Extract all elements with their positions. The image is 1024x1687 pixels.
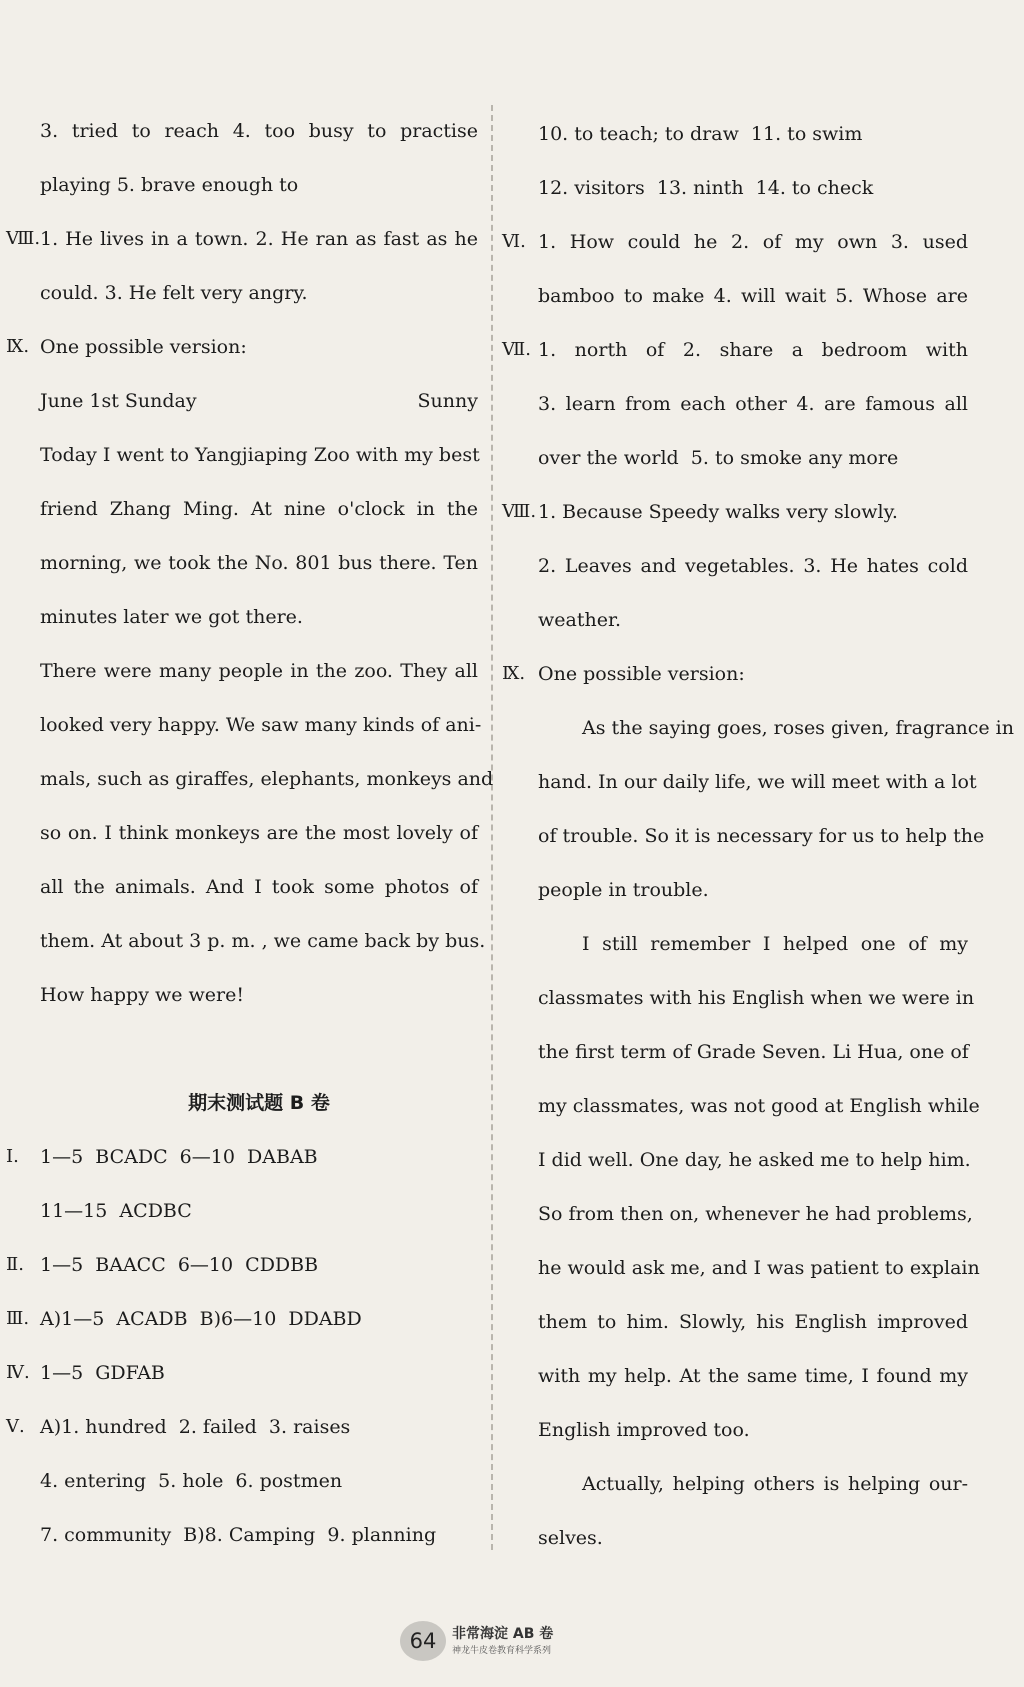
section-numeral: Ⅲ.	[6, 1308, 30, 1329]
section-heading: One possible version:	[40, 336, 247, 358]
essay-line: minutes later we got there.	[40, 606, 303, 628]
essay-line: selves.	[538, 1527, 603, 1549]
section-iv-line	[6, 1346, 478, 1400]
left-column	[6, 104, 494, 1562]
essay-line: the first term of Grade Seven. Li Hua, one of	[538, 1041, 969, 1063]
book-series: 神龙牛皮卷教育科学系列	[452, 1646, 552, 1656]
answer-line: 3. tried to reach 4. too busy to practise	[40, 120, 478, 142]
section-viii-line	[6, 212, 478, 266]
column-divider	[491, 105, 493, 1550]
essay-line: of trouble. So it is necessary for us to help the	[538, 825, 985, 847]
essay-line: I did well. One day, he asked me to help him.	[538, 1149, 971, 1171]
section-numeral: Ⅳ.	[6, 1362, 30, 1383]
essay-line: with my help. At the same time, I found my	[538, 1365, 968, 1387]
answer-line: 7. community B)8. Camping 9. planning	[40, 1524, 437, 1546]
spacer	[40, 1022, 478, 1076]
exam-title: 期末测试题 B 卷	[188, 1092, 330, 1114]
essay-line: I still remember I helped one of my	[582, 933, 968, 955]
answer-line: playing 5. brave enough to	[40, 174, 299, 196]
answer-line: bamboo to make 4. will wait 5. Whose are	[538, 285, 968, 307]
section-ii-line	[6, 1238, 478, 1292]
section-vi-line	[502, 215, 968, 269]
answer-line: could. 3. He felt very angry.	[40, 282, 308, 304]
answer-text: 1. north of 2. share a bedroom with	[538, 339, 968, 361]
answer-line: 10. to teach; to draw 11. to swim	[538, 123, 863, 145]
essay-line: So from then on, whenever he had problems,	[538, 1203, 973, 1225]
section-v-line	[6, 1400, 478, 1454]
answer-line: weather.	[538, 609, 621, 631]
section-numeral: Ⅸ.	[6, 336, 30, 357]
answer-text: 1—5 BCADC 6—10 DABAB	[40, 1146, 318, 1168]
essay-line: How happy we were!	[40, 984, 244, 1006]
answer-line: 2. Leaves and vegetables. 3. He hates cold	[538, 555, 968, 577]
answer-line: 3. learn from each other 4. are famous all	[538, 393, 968, 415]
section-numeral: Ⅷ.	[6, 228, 41, 249]
page-number: 64	[400, 1621, 446, 1661]
right-column	[502, 107, 1014, 1565]
essay-line: classmates with his English when we were in	[538, 987, 975, 1009]
answer-text: A)1—5 ACADB B)6—10 DDABD	[40, 1308, 362, 1330]
essay-line: people in trouble.	[538, 879, 709, 901]
section-numeral: Ⅷ.	[502, 501, 537, 522]
section-i-line	[6, 1130, 478, 1184]
essay-line: mals, such as giraffes, elephants, monkeys and	[40, 768, 494, 790]
book-brand: 非常海淀 AB 卷	[452, 1626, 554, 1642]
answer-text: A)1. hundred 2. failed 3. raises	[40, 1416, 351, 1438]
essay-line: friend Zhang Ming. At nine o'clock in the	[40, 498, 478, 520]
answer-text: 1—5 GDFAB	[40, 1362, 165, 1384]
section-iii-line	[6, 1292, 478, 1346]
essay-line: them. At about 3 p. m. , we came back by bus.	[40, 930, 486, 952]
essay-line: hand. In our daily life, we will meet with a lot	[538, 771, 977, 793]
section-numeral: Ⅸ.	[502, 663, 526, 684]
section-numeral: Ⅵ.	[502, 231, 526, 252]
answer-text: 1. Because Speedy walks very slowly.	[538, 501, 898, 523]
section-numeral: Ⅱ.	[6, 1254, 24, 1275]
answer-text: 1—5 BAACC 6—10 CDDBB	[40, 1254, 319, 1276]
essay-line: them to him. Slowly, his English improved	[538, 1311, 968, 1333]
essay-line: English improved too.	[538, 1419, 750, 1441]
section-ix-line	[502, 647, 968, 701]
section-viii-line	[502, 485, 968, 539]
diary-date: June 1st Sunday	[40, 390, 197, 412]
answer-line: 12. visitors 13. ninth 14. to check	[538, 177, 874, 199]
essay-line: looked very happy. We saw many kinds of ani-	[40, 714, 482, 736]
answer-line: over the world 5. to smoke any more	[538, 447, 899, 469]
essay-line: all the animals. And I took some photos of	[40, 876, 478, 898]
essay-line: my classmates, was not good at English while	[538, 1095, 980, 1117]
essay-line: As the saying goes, roses given, fragrance in	[582, 717, 1014, 739]
essay-line: There were many people in the zoo. They all	[40, 660, 478, 682]
section-heading: One possible version:	[538, 663, 745, 685]
section-numeral: Ⅰ.	[6, 1146, 19, 1167]
answer-line: 11—15 ACDBC	[40, 1200, 192, 1222]
diary-header	[40, 374, 478, 428]
section-vii-line	[502, 323, 968, 377]
diary-weather: Sunny	[417, 390, 478, 412]
section-ix-line	[6, 320, 478, 374]
essay-line: Today I went to Yangjiaping Zoo with my best	[40, 444, 480, 466]
section-numeral: Ⅴ.	[6, 1416, 25, 1437]
answer-text: 1. He lives in a town. 2. He ran as fast as he	[40, 228, 478, 250]
essay-line: Actually, helping others is helping our-	[582, 1473, 968, 1495]
answer-line: 4. entering 5. hole 6. postmen	[40, 1470, 343, 1492]
answer-text: 1. How could he 2. of my own 3. used	[538, 231, 968, 253]
section-numeral: Ⅶ.	[502, 339, 531, 360]
essay-line: so on. I think monkeys are the most lovely of	[40, 822, 478, 844]
essay-line: morning, we took the No. 801 bus there. Ten	[40, 552, 478, 574]
essay-line: he would ask me, and I was patient to explain	[538, 1257, 980, 1279]
page-footer	[400, 1621, 640, 1667]
